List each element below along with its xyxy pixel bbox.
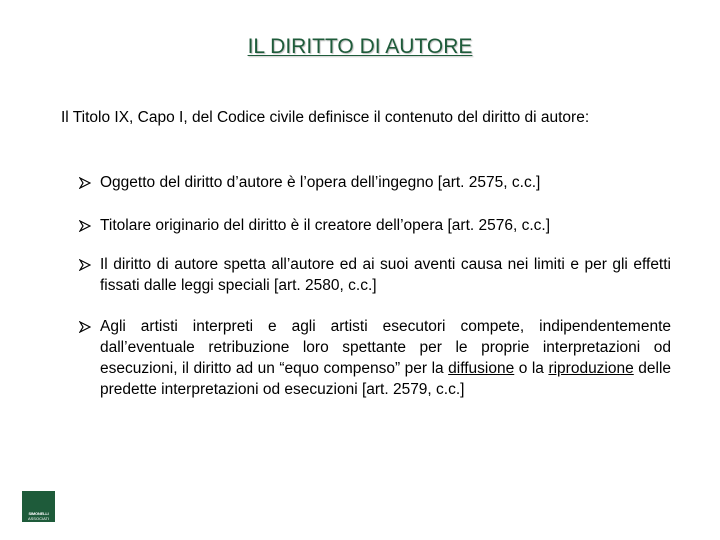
underlined-term-diffusione: diffusione xyxy=(448,360,515,377)
arrowhead-bullet-icon xyxy=(79,177,91,189)
logo xyxy=(22,491,55,522)
logo-subtitle: ASSOCIATI xyxy=(27,516,50,521)
intro-paragraph: Il Titolo IX, Capo I, del Codice civile definisce il contenuto del diritto di autore: xyxy=(61,109,590,126)
list-item xyxy=(79,316,671,400)
arrowhead-bullet-icon xyxy=(79,220,91,232)
arrowhead-bullet-icon xyxy=(79,259,91,271)
arrowhead-bullet-icon xyxy=(79,321,91,333)
logo-mark xyxy=(22,491,55,511)
bullet-text: Oggetto del diritto d’autore è l’opera dell’ingegno [art. 2575, c.c.] xyxy=(100,174,541,191)
bullet-list xyxy=(79,172,671,400)
bullet-text-part: Agli artisti interpreti e agli artisti esecutori compete, indipendentemente dall’eventuale retribuzione loro spettante per le proprie interpretazioni od esecuzioni, il diritto ad un “equo compenso” per la xyxy=(100,318,671,377)
underlined-term-riproduzione: riproduzione xyxy=(548,360,634,377)
bullet-text-part: delle predette interpretazioni od esecuzioni [art. 2579, c.c.] xyxy=(100,360,672,398)
bullet-text-part: o la xyxy=(514,360,549,377)
bullet-text: Titolare originario del diritto è il creatore dell’opera [art. 2576, c.c.] xyxy=(100,217,551,234)
bullet-text: Il diritto di autore spetta all’autore ed ai suoi aventi causa nei limiti e per gli effetti fissati dalle leggi speciali [art. 2580, c.c.] xyxy=(100,256,671,294)
list-item xyxy=(79,172,671,193)
list-item xyxy=(79,215,671,236)
list-item xyxy=(79,254,671,296)
logo-name: SIMONELLI xyxy=(28,511,49,516)
page-title: IL DIRITTO DI AUTORE xyxy=(247,35,473,58)
